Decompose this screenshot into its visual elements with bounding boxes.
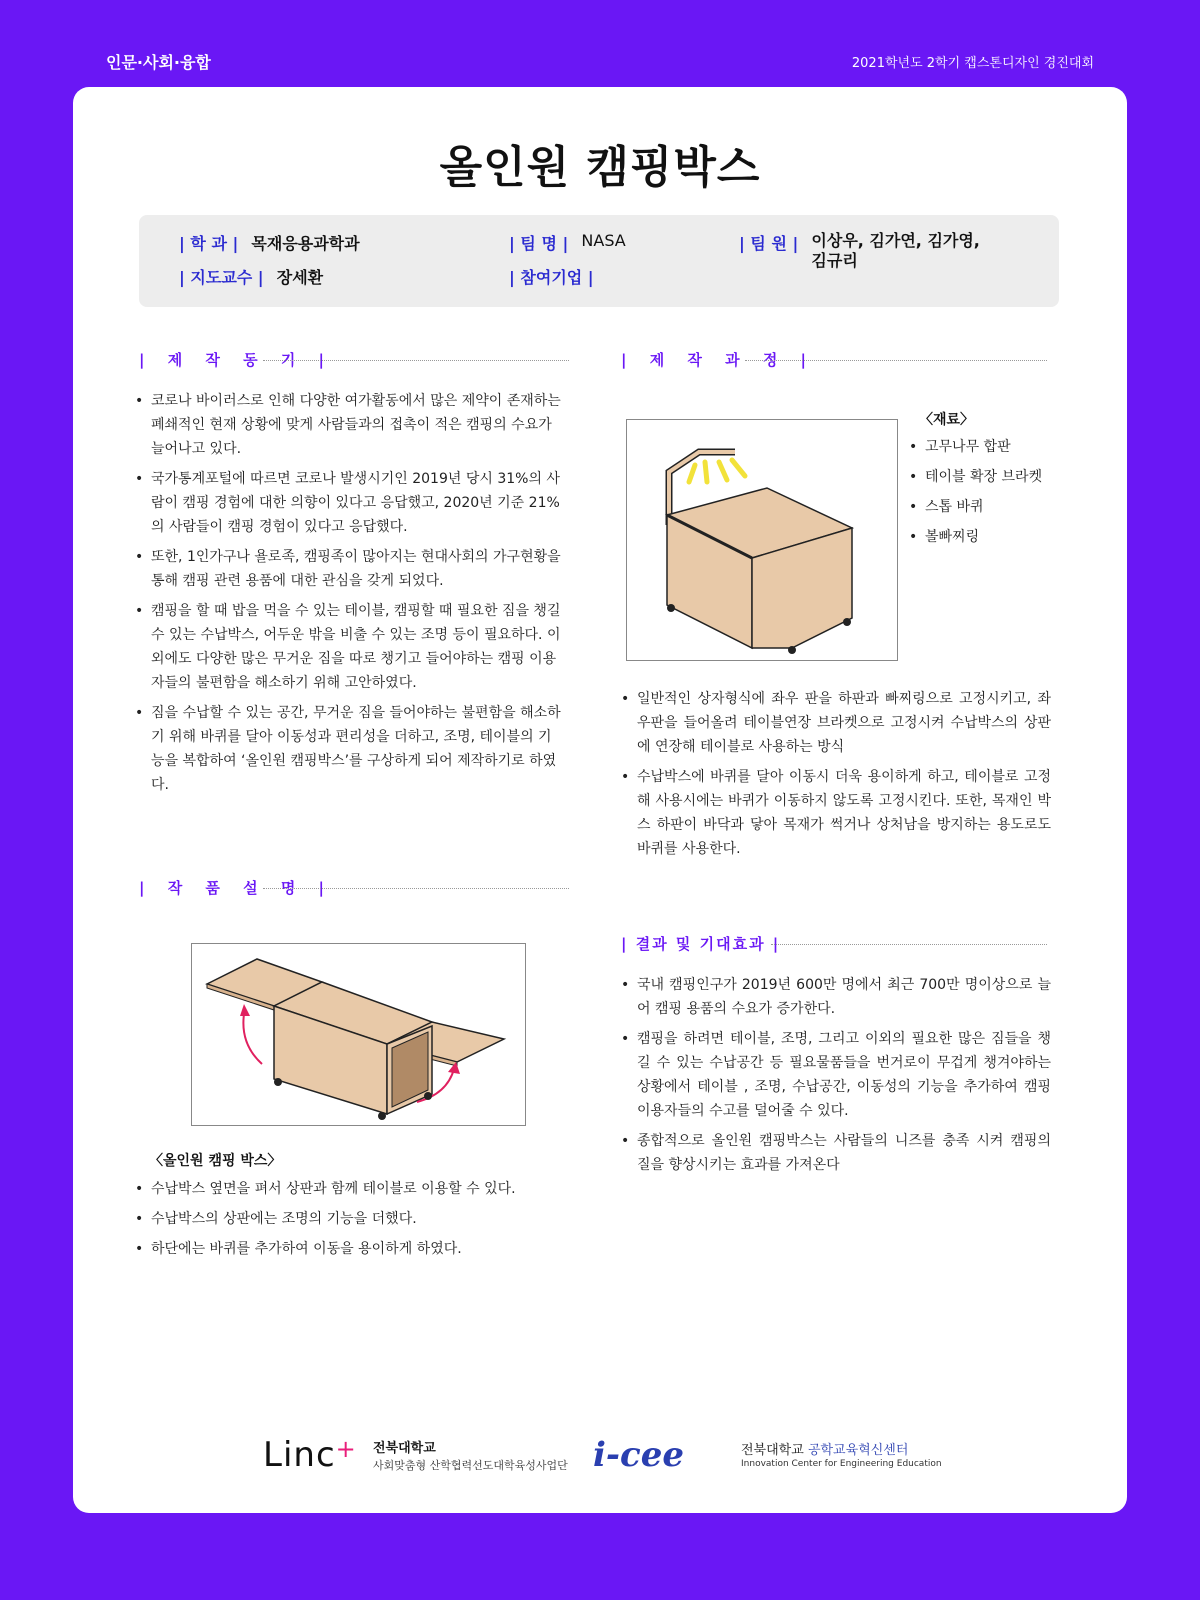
heading-divider (771, 944, 1047, 945)
list-item: • 코로나 바이러스로 인해 다양한 여가활동에서 많은 제약이 존재하는 폐쇄적인 현재 상황에 맞게 사람들과의 접촉이 적은 캠핑의 수요가 늘어나고 있다. (135, 389, 565, 461)
list-item: • 종합적으로 올인원 캠핑박스는 사람들의 니즈를 충족 시켜 캠핑의 질을 향상시키는 효과를 가져온다 (621, 1129, 1051, 1177)
contest-title: 2021학년도 2학기 캡스톤디자인 경진대회 (851, 56, 1094, 71)
heading-divider (263, 888, 569, 889)
dept-label: | 학 과 | (179, 234, 239, 253)
list-item: • 또한, 1인가구나 욜로족, 캠핑족이 많아지는 현대사회의 가구현황을 통해 캠핑 관련 용품에 대한 관심을 갖게 되었다. (135, 545, 565, 593)
list-item: • 고무나무 합판 (909, 435, 1089, 459)
members-label: | 팀 원 | (739, 234, 799, 253)
dept-value: 목재응용과학과 (251, 234, 360, 253)
members-row (739, 231, 980, 271)
linc-logo-text: Linc (263, 1435, 336, 1475)
light-rays (689, 460, 745, 482)
company-row (509, 265, 594, 288)
list-item: • 수납박스에 바퀴를 달아 이동시 더욱 용이하게 하고, 테이블로 고정해 사용시에는 바퀴가 이동하지 않도록 고정시킨다. 또한, 목재인 박스 하판이 바닥과 닿아 목재가 썩거나 상처남을 방지하는 용도로도 바퀴를 사용한다. (621, 765, 1051, 861)
results-heading (621, 933, 1047, 953)
members-line2: 김규리 (811, 251, 858, 270)
members-line1: 이상우, 김가연, 김가영, (811, 231, 980, 250)
linc-univ: 전북대학교 (373, 1441, 436, 1456)
list-item: • 일반적인 상자형식에 좌우 판을 하판과 빠찌링으로 고정시키고, 좌우판을 들어올려 테이블연장 브라켓으로 고정시켜 수납박스의 상판에 연장해 테이블로 사용하는 방식 (621, 687, 1051, 759)
list-item: • 국내 캠핑인구가 2019년 600만 명에서 최근 700만 명이상으로 늘어 캠핑 용품의 수요가 증가한다. (621, 973, 1051, 1021)
list-item: • 캠핑을 하려면 테이블, 조명, 그리고 이외의 필요한 많은 짐들을 챙길 수 있는 수납공간 등 필요물품들을 번거로이 무겁게 챙겨야하는 상황에서 테이블 , 조명, 수납공간, 이동성의 기능을 추가하여 캠핑 이용자들의 수고를 덜어줄 수 있다. (621, 1027, 1051, 1123)
process-list (621, 687, 1051, 867)
process-heading-text: | 제 작 과 정 | (621, 351, 816, 369)
process-figure (626, 419, 898, 661)
team-row (509, 231, 626, 254)
list-item: • 스톱 바퀴 (909, 495, 1089, 519)
product-caption: 〈올인원 캠핑 박스〉 (149, 1153, 282, 1169)
list-item: • 테이블 확장 브라켓 (909, 465, 1089, 489)
list-item: • 하단에는 바퀴를 추가하여 이동을 용이하게 하였다. (135, 1237, 565, 1261)
list-item: • 짐을 수납할 수 있는 공간, 무거운 짐을 들어야하는 불편함을 해소하기 위해 바퀴를 달아 이동성과 편리성을 더하고, 조명, 테이블의 기능을 복합하여 ‘올인원 캠핑박스’를 구상하게 되어 제작하기로 하였다. (135, 701, 565, 797)
dept-row (179, 231, 360, 254)
linc-logo (263, 1435, 357, 1475)
team-value: NASA (581, 231, 626, 250)
motivation-list (135, 389, 565, 803)
center-univ: 전북대학교 (741, 1443, 804, 1458)
list-item: • 수납박스 옆면을 펴서 상판과 함께 테이블로 이용할 수 있다. (135, 1177, 565, 1201)
motivation-heading-text: | 제 작 동 기 | (139, 351, 334, 369)
members-value (811, 231, 979, 271)
list-item: • 캠핑을 할 때 밥을 먹을 수 있는 테이블, 캠핑할 때 필요한 짐을 챙길 수 있는 수납박스, 어두운 밖을 비출 수 있는 조명 등이 필요하다. 이외에도 다양한 많은 무거운 짐을 따로 챙기고 들어야하는 캠핑 이용자들의 불편함을 해소하기 위해 고안하였다. (135, 599, 565, 695)
list-item: • 국가통계포털에 따르면 코로나 발생시기인 2019년 당시 31%의 사람이 캠핑 경험에 대한 의향이 있다고 응답했고, 2020년 기준 21%의 사람들이 캠핑 경험이 있다고 응답했다. (135, 467, 565, 539)
advisor-value: 장세환 (276, 268, 324, 287)
list-item: • 수납박스의 상판에는 조명의 기능을 더했다. (135, 1207, 565, 1231)
heading-divider (263, 360, 569, 361)
results-list (621, 973, 1051, 1183)
center-name: 공학교육혁신센터 (807, 1443, 909, 1458)
center-title (741, 1439, 908, 1458)
advisor-label: | 지도교수 | (179, 268, 264, 287)
company-label: | 참여기업 | (509, 268, 594, 287)
description-heading (139, 877, 569, 897)
heading-divider (745, 360, 1047, 361)
category-label: 인문·사회·융합 (106, 53, 211, 72)
center-english: Innovation Center for Engineering Education (741, 1459, 942, 1469)
list-item: • 볼빠찌링 (909, 525, 1089, 549)
linc-program: 사회맞춤형 산학협력선도대학육성사업단 (373, 1459, 568, 1472)
poster-title: 올인원 캠핑박스 (439, 142, 761, 193)
info-box (139, 215, 1059, 307)
icee-logo: i-cee (593, 1435, 684, 1475)
description-figure (191, 943, 526, 1126)
team-label: | 팀 명 | (509, 234, 569, 253)
results-heading-text: | 결과 및 기대효과 | (621, 935, 781, 953)
materials-title: 〈재료〉 (919, 412, 975, 428)
description-heading-text: | 작 품 설 명 | (139, 879, 334, 897)
top-bar (106, 50, 1094, 74)
advisor-row (179, 265, 323, 288)
camping-box-with-lamp-illustration (627, 420, 897, 660)
footer (73, 1435, 1127, 1485)
materials-list (909, 435, 1089, 555)
process-heading (621, 349, 1047, 369)
linc-plus: + (335, 1435, 357, 1463)
motivation-heading (139, 349, 569, 369)
camping-box-open-table-illustration (192, 944, 525, 1125)
description-list (135, 1177, 565, 1267)
poster-card (73, 87, 1127, 1513)
